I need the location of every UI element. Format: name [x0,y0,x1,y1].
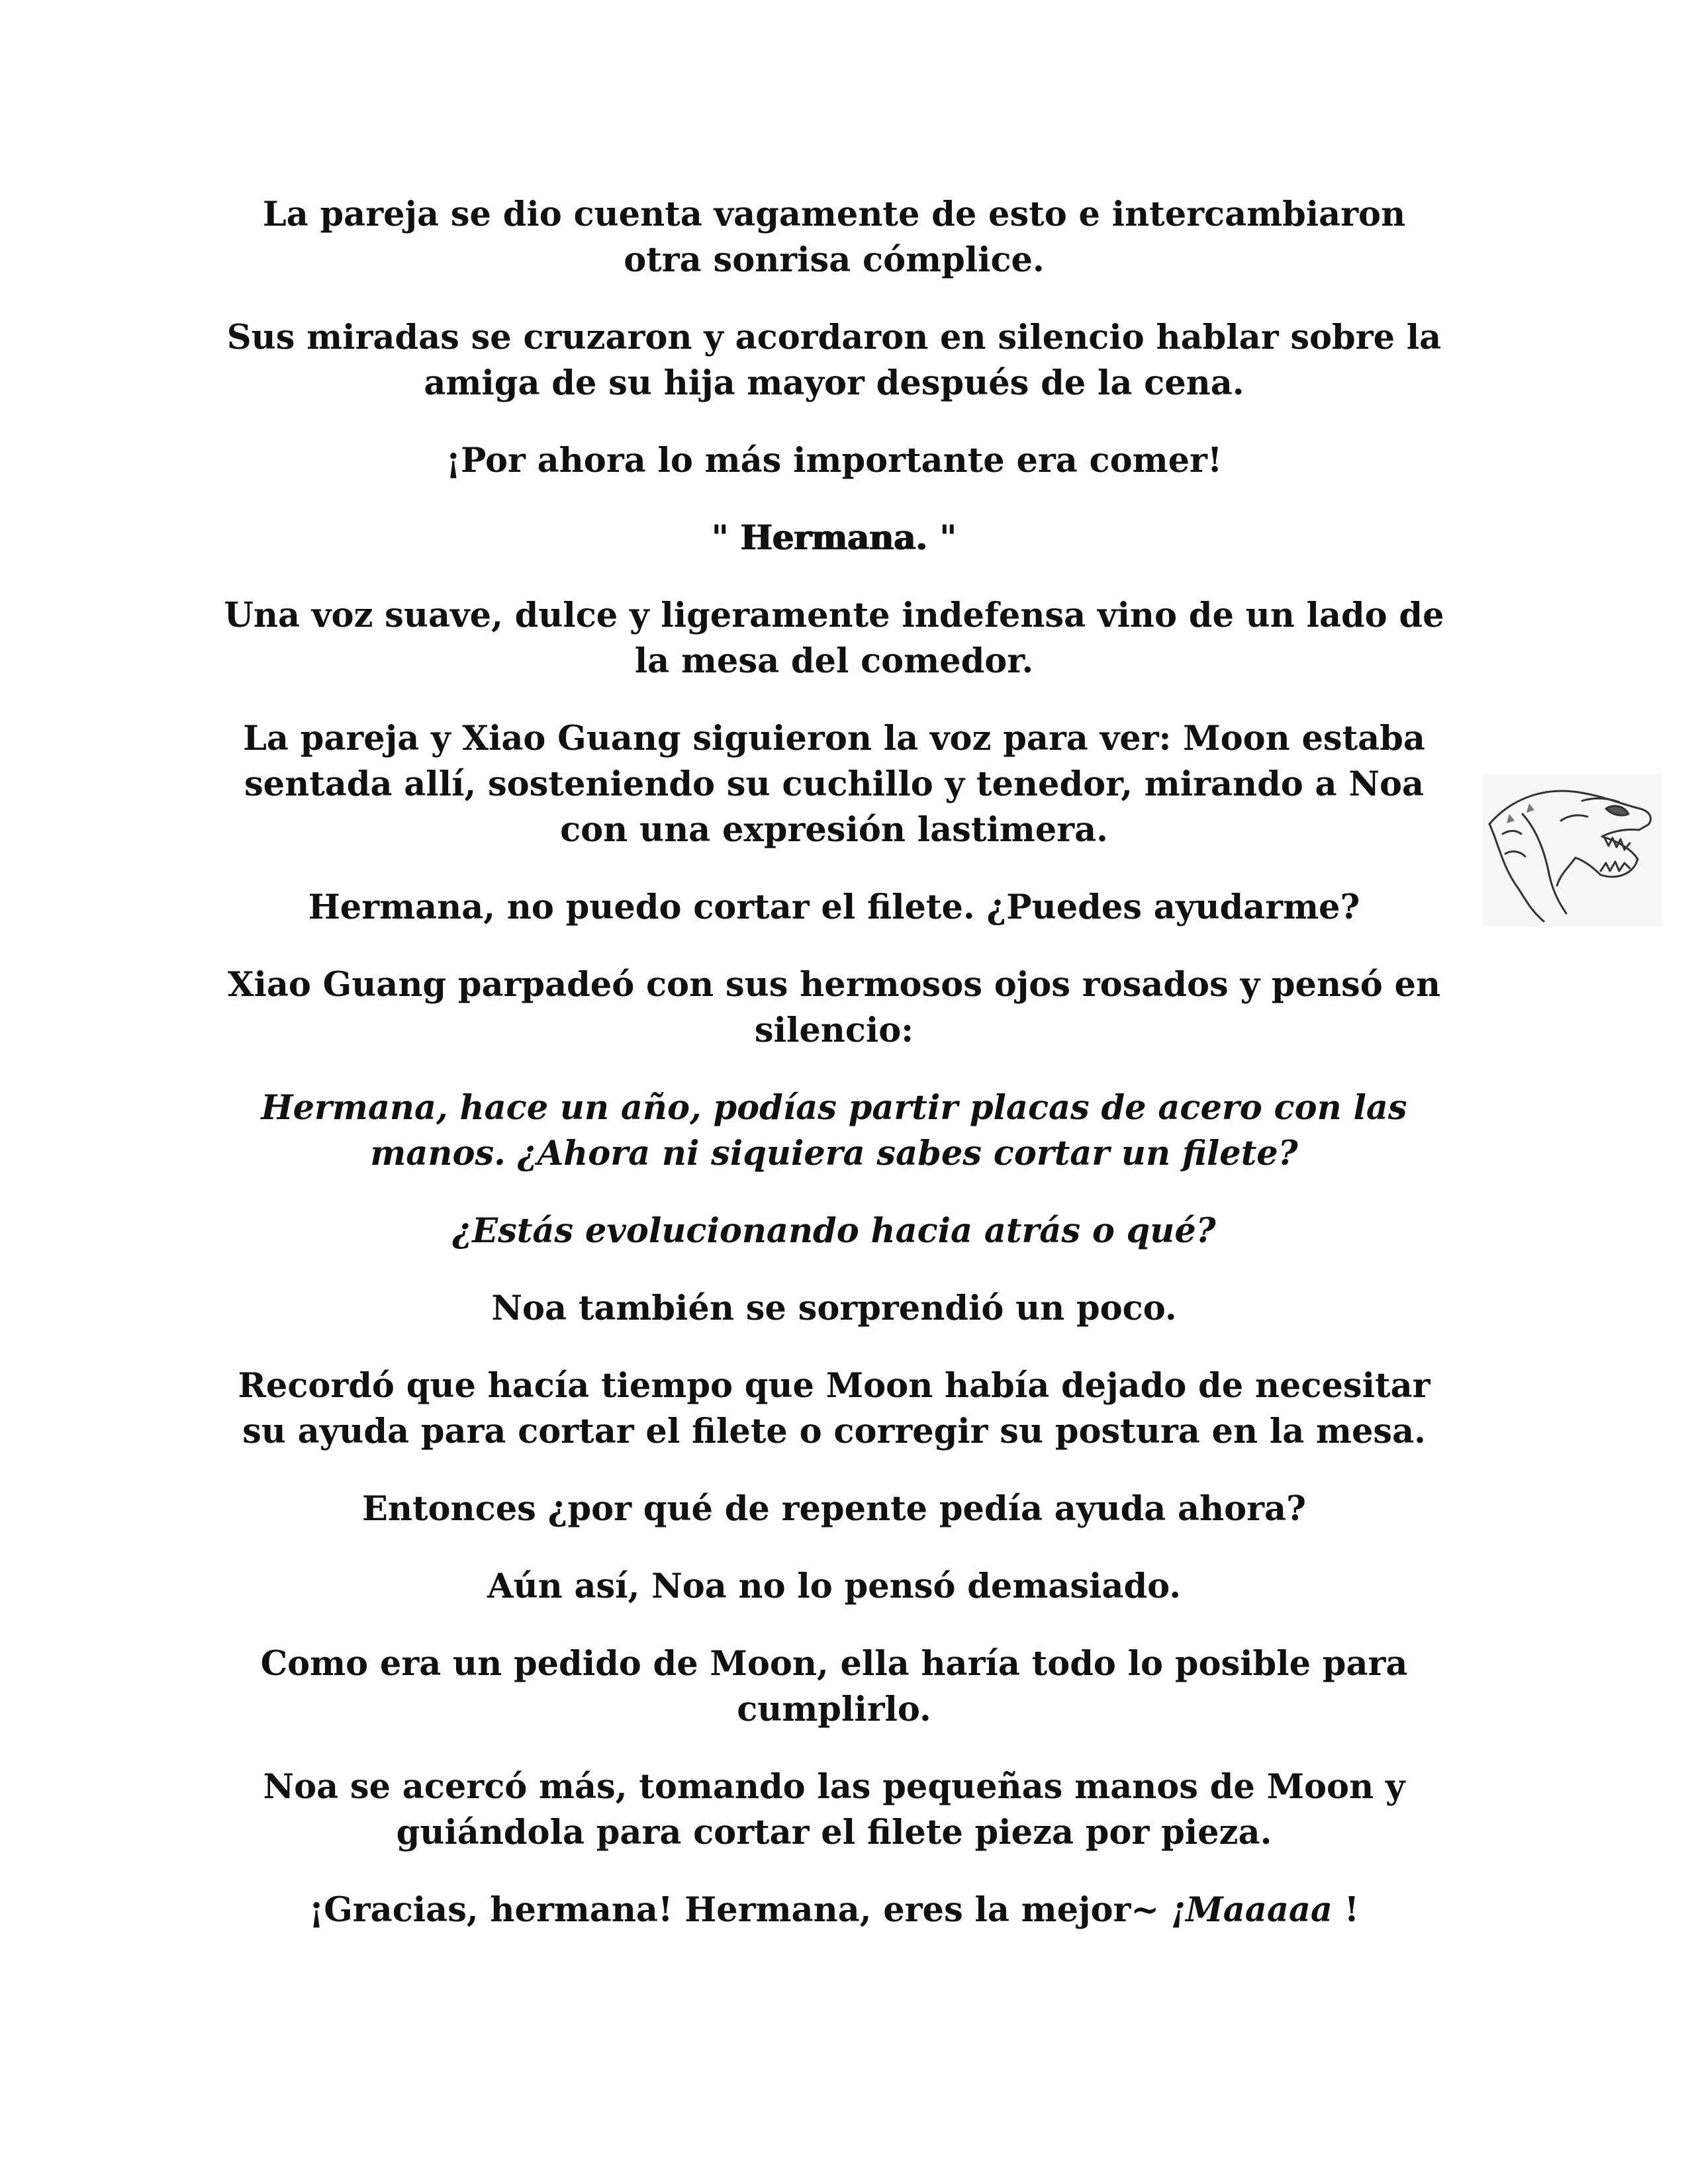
story-text [218,192,1450,1965]
paragraph-10: ¿Estás evolucionando hacia atrás o qué? [452,1211,1216,1251]
paragraph-17 [218,1888,1450,1933]
quote-close: " [927,518,957,558]
paragraph-4 [218,516,1450,561]
paragraph-6: La pareja y Xiao Guang siguieron la voz para ver: Moon estaba sentada allí, sosteniendo su cuchillo y tenedor, mirando a Noa con una expresión lastimera. [243,719,1425,850]
paragraph-2: Sus miradas se cruzaron y acordaron en silencio hablar sobre la amiga de su hija mayor después de la cena. [226,318,1442,403]
paragraph-11: Noa también se sorprendió un poco. [491,1289,1177,1328]
closing-lead: ¡Gracias, hermana! Hermana, eres la mejor~ [308,1890,1171,1930]
paragraph-5: Una voz suave, dulce y ligeramente indefensa vino de un lado de la mesa del comedor. [224,596,1444,681]
dinosaur-sketch-icon [1483,774,1662,927]
paragraph-14: Aún así, Noa no lo pensó demasiado. [487,1567,1181,1606]
paragraph-15: Como era un pedido de Moon, ella haría todo lo posible para cumplirlo. [260,1644,1408,1729]
paragraph-13: Entonces ¿por qué de repente pedía ayuda ahora? [362,1489,1306,1529]
paragraph-7: Hermana, no puedo cortar el filete. ¿Puedes ayudarme? [308,887,1360,927]
closing-mark: ! [1332,1890,1360,1930]
paragraph-9: Hermana, hace un año, podías partir placas de acero con las manos. ¿Ahora ni siquiera sabes cortar un filete? [261,1088,1407,1173]
paragraph-16: Noa se acercó más, tomando las pequeñas manos de Moon y guiándola para cortar el filete pieza por pieza. [263,1767,1405,1852]
paragraph-3: ¡Por ahora lo más importante era comer! [445,441,1223,480]
paragraph-8: Xiao Guang parpadeó con sus hermosos ojos rosados y pensó en silencio: [227,965,1441,1050]
paragraph-12: Recordó que hacía tiempo que Moon había dejado de necesitar su ayuda para cortar el filete o corregir su postura en la mesa. [238,1366,1430,1451]
paragraph-1: La pareja se dio cuenta vagamente de esto e intercambiaron otra sonrisa cómplice. [262,195,1406,280]
emphasized-word: Hermana. [740,518,928,558]
closing-emphasis: ¡Maaaaa [1170,1890,1333,1930]
quote-open: " [711,518,741,558]
